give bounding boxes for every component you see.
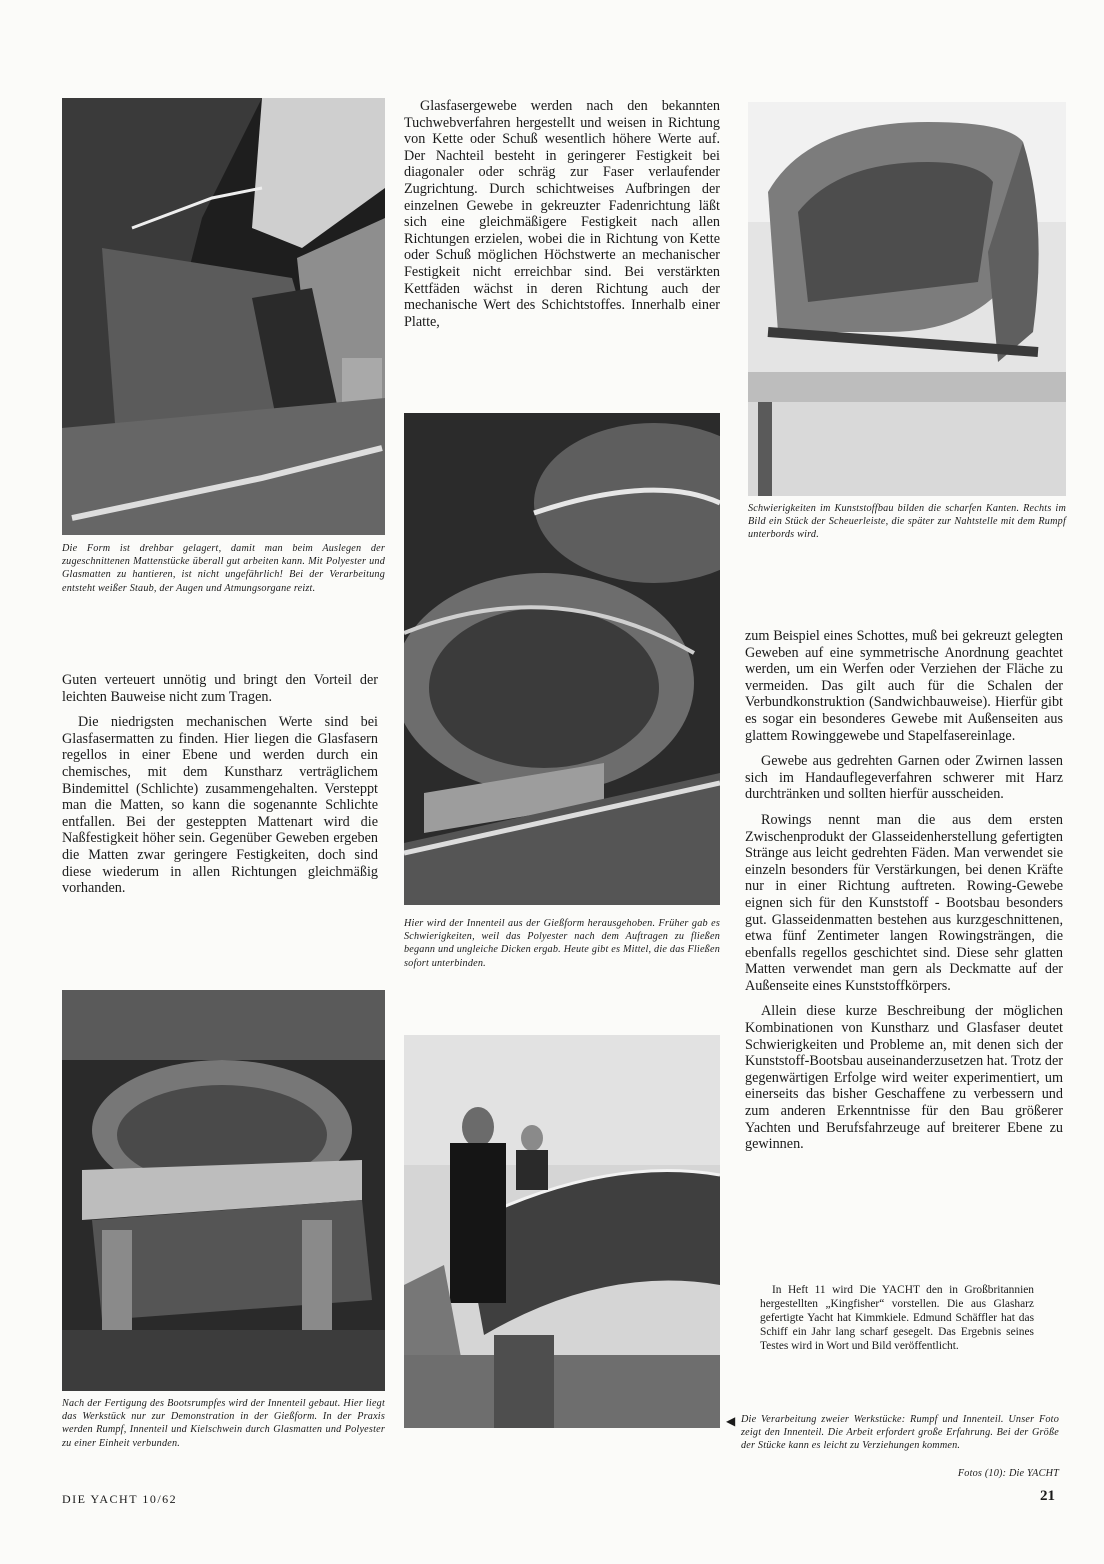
- paragraph: Gewebe aus gedrehten Garnen oder Zwirnen lassen sich im Handauflegeverfahren schwerer mit Harz durchtränken und sollten hierfür ausscheiden.: [745, 753, 1063, 803]
- caption-photo1: Die Form ist drehbar gelagert, damit man beim Auslegen der zugeschnittenen Mattenstücke überall gut arbeiten kann. Mit Polyester und Glasmatten zu hantieren, ist nicht ungefährlich! Bei der Verarbeitung entsteht weißer Staub, der Augen und Atmungsorgane reizt.: [62, 543, 385, 594]
- paragraph: Die niedrigsten mechanischen Werte sind bei Glasfasermatten zu finden. Hier liegen die Glasfasern regellos in einer Ebene und werden durch ein chemisches, mit dem Kunstharz verträglichem Bindemittel (Schlichte) zusammengehalten. Versteppt man die Matten, so kann die sogenannte Schlichte entfallen. Bei der gesteppten Mattenart wird die Naßfestigkeit höher sein. Gegenüber Geweben ergeben die Matten zwar geringere Festigkeiten, doch sind diese wiederum in allen Richtungen gleichmäßig vorhanden.: [62, 714, 378, 897]
- caption-photo5: Die Verarbeitung zweier Werkstücke: Rumpf und Innenteil. Unser Foto zeigt den Innenteil. Die Arbeit erfordert große Erfahrung. Bei der Größe der Stücke kann es leicht zu Verziehungen kommen.: [741, 1414, 1059, 1452]
- photo-inner-part-in-mold: [62, 990, 385, 1391]
- photo-credit: Fotos (10): Die YACHT: [957, 1468, 1059, 1479]
- photo-lifting-inner-part: [404, 413, 720, 905]
- photo-sharp-edges: [748, 102, 1066, 496]
- photo-mold-rotating: [62, 98, 385, 535]
- photo-workers-processing: [404, 1035, 720, 1428]
- article-col2: [404, 98, 720, 339]
- paragraph: Allein diese kurze Beschreibung der möglichen Kombinationen von Kunstharz und Glasfaser deutet Schwierigkeiten und Probleme an, mit denen sich der Kunststoff-Bootsbau auseinanderzusetzen hat. Trotz der gegenwärtigen Erfolge wird weiter experimentiert, um einerseits das bisher Geschaffene zu verbessern und zum anderen Erkenntnisse für den Bau größerer Yachten und Berufsfahrzeuge auf breiterer Ebene zu gewinnen.: [745, 1003, 1063, 1153]
- footer-magazine: DIE YACHT 10/62: [62, 1492, 178, 1506]
- caption-photo4: Nach der Fertigung des Bootsrumpfes wird der Innenteil gebaut. Hier liegt das Werkstück nur zur Demonstration in der Gießform. In der Praxis werden Rumpf, Innenteil und Kielschwein durch Glasmatten und Polyester zu einer Einheit verbunden.: [62, 1398, 385, 1449]
- paragraph: Glasfasergewebe werden nach den bekannten Tuchwebverfahren hergestellt und weisen in Richtung von Kette oder Schuß wesentlich höhere Werte auf. Der Nachteil besteht in geringerer Festigkeit bei diagonaler oder schräg zur Faser verlaufender Zugrichtung. Durch schichtweises Aufbringen der einzelnen Gewebe in gekreuzter Fadenrichtung läßt sich eine gleichmäßigere Festigkeit nach allen Richtungen erzielen, wobei die in Richtung von Kette oder Schuß möglichen Höchstwerte an mechanischer Festigkeit nicht erreichbar sind. Bei verstärkten Kettfäden wächst in deren Richtung auch der mechanische Wert des Schichtstoffes. Innerhalb einer Platte,: [404, 98, 720, 330]
- paragraph: Guten verteuert unnötig und bringt den Vorteil der leichten Bauweise nicht zum Tragen.: [62, 672, 378, 705]
- caption-photo3: Schwierigkeiten im Kunststoffbau bilden die scharfen Kanten. Rechts im Bild ein Stück der Scheuerleiste, die später zur Nahtstelle mit dem Rumpf unterbords wird.: [748, 503, 1066, 541]
- page-number: 21: [1040, 1488, 1055, 1504]
- caption-arrow-left: ◀: [726, 1414, 736, 1428]
- next-issue-note: In Heft 11 wird Die YACHT den in Großbritannien hergestellten „Kingfisher“ vorstellen. Die aus Glasharz gefertigte Yacht hat Kimmkiele. Edmund Schäffler hat das Schiff ein Jahr lang scharf gesegelt. Das Ergebnis seines Testes wird in Wort und Bild veröffentlicht.: [760, 1284, 1034, 1352]
- caption-photo2: Hier wird der Innenteil aus der Gießform herausgehoben. Früher gab es Schwierigkeiten, weil das Polyester nach dem Auftragen zu fließen begann und ungleiche Dicken ergab. Heute gibt es Mittel, die das Fließen sofort unterbinden.: [404, 918, 720, 969]
- article-col1: [62, 672, 378, 906]
- paragraph: Rowings nennt man die aus dem ersten Zwischenprodukt der Glasseidenherstellung gefertigten Stränge aus leicht gedrehten Fäden. Man verwendet sie einzeln besonders für Verstärkungen, bei denen Kräfte nur in einer Richtung auftreten. Rowing-Gewebe eignen sich für den Kunststoff - Bootsbau besonders gut. Glasseidenmatten bestehen aus kurzgeschnittenen, etwa fünf Zentimeter langen Rowingsträngen, die ebenfalls regellos geschichtet sind. Diese sehr glatten Matten verwendet man gern als Deckmatte auf der Außenseite eines Kunststoffkörpers.: [745, 811, 1063, 994]
- paragraph: zum Beispiel eines Schottes, muß bei gekreuzt gelegten Geweben auf eine symmetrische Anordnung geachtet werden, um ein Werfen oder Verziehen der Fläche zu vermeiden. Das gilt auch für die Schalen der Verbundkonstruktion (Sandwichbauweise). Hierfür gibt es sogar ein besonderes Gewebe mit Außenseiten aus glattem Rowinggewebe und Stapelfasereinlage.: [745, 628, 1063, 744]
- article-col3: [745, 628, 1063, 1162]
